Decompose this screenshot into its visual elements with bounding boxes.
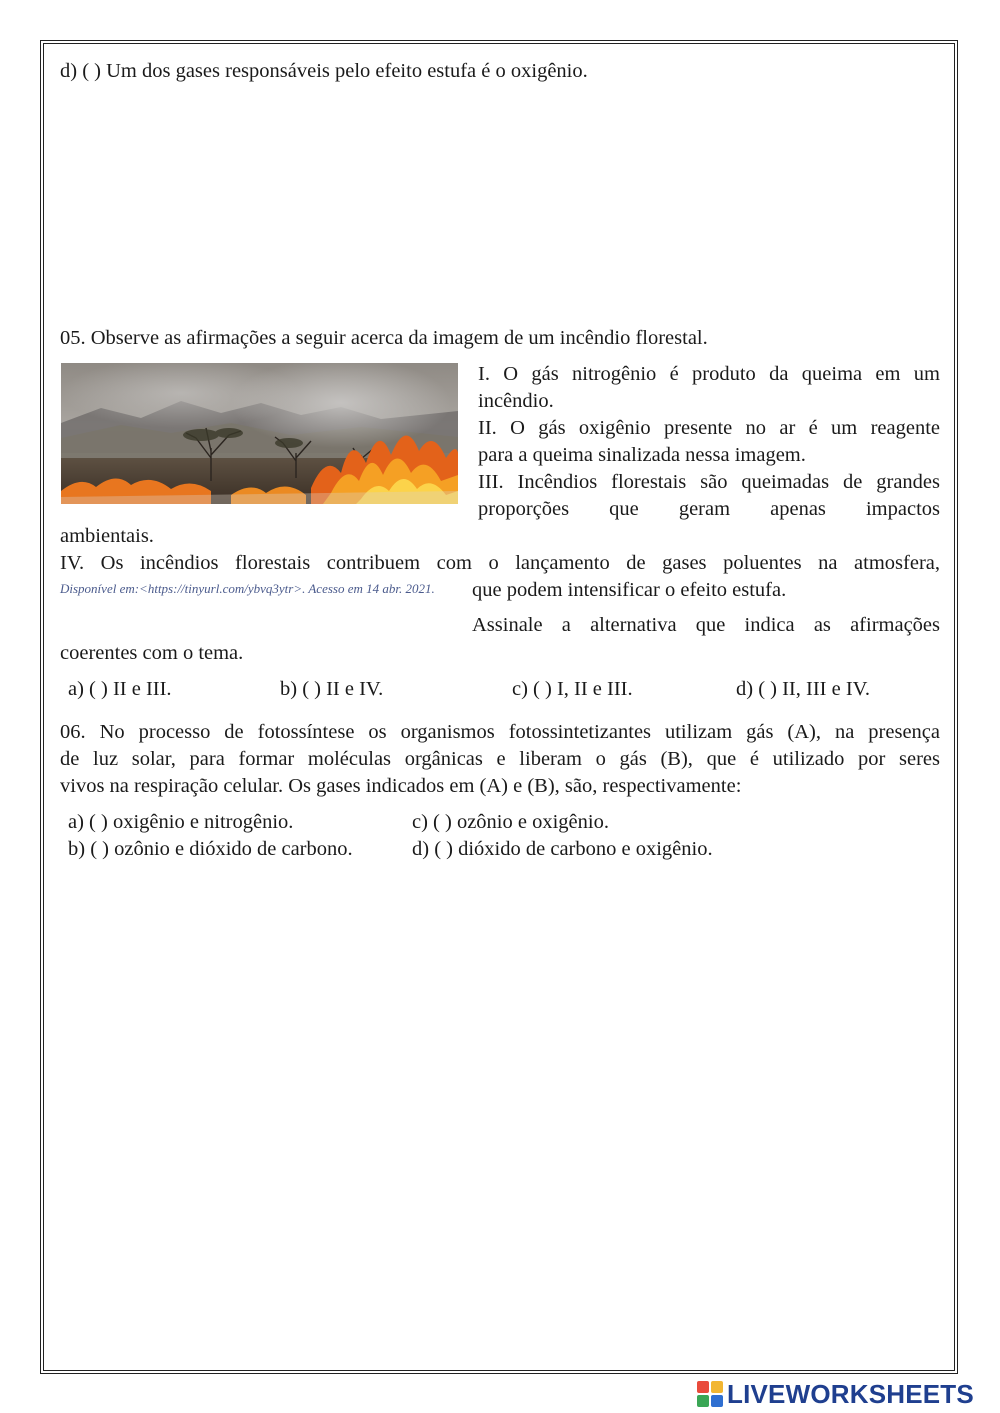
q05-statement-1-line-1: I. O gás nitrogênio é produto da queima em um	[478, 363, 940, 385]
q06-option-a[interactable]: a) ( ) oxigênio e nitrogênio.	[68, 811, 294, 833]
image-source-caption: Disponível em:<https://tinyurl.com/ybvq3ytr>. Acesso em 14 abr. 2021.	[60, 581, 435, 596]
q05-statement-2-line-1: II. O gás oxigênio presente no ar é um reagente	[478, 417, 940, 439]
q06-option-b[interactable]: b) ( ) ozônio e dióxido de carbono.	[68, 838, 353, 860]
liveworksheets-logo	[697, 1378, 974, 1410]
q06-text-line-2: de luz solar, para formar moléculas orgânicas e liberam o gás (B), que é utilizado por seres	[60, 748, 940, 770]
q06-text-line-1: 06. No processo de fotossíntese os organismos fotossintetizantes utilizam gás (A), na presença	[60, 721, 940, 743]
q05-statement-2-line-2: para a queima sinalizada nessa imagem.	[478, 444, 806, 466]
liveworksheets-wordmark: LIVEWORKSHEETS	[727, 1378, 974, 1409]
q05-statement-1-line-2: incêndio.	[478, 390, 554, 412]
q05-statement-4-line-2: que podem intensificar o efeito estufa.	[472, 579, 787, 601]
q05-statement-3-line-1: III. Incêndios florestais são queimadas de grandes	[478, 471, 940, 493]
liveworksheets-grid-icon	[697, 1381, 723, 1407]
forest-fire-photo	[61, 363, 458, 504]
q05-statement-4-line-1: IV. Os incêndios florestais contribuem com o lançamento de gases poluentes na atmosfera,	[60, 552, 940, 574]
q06-option-d[interactable]: d) ( ) dióxido de carbono e oxigênio.	[412, 838, 713, 860]
q04-option-d: d) ( ) Um dos gases responsáveis pelo efeito estufa é o oxigênio.	[60, 60, 588, 82]
q05-prompt-line-2: coerentes com o tema.	[60, 642, 244, 664]
q05-option-d[interactable]: d) ( ) II, III e IV.	[736, 678, 870, 700]
page-border-inner	[43, 43, 955, 1371]
q05-statement-3-line-3: ambientais.	[60, 525, 154, 547]
q06-option-c[interactable]: c) ( ) ozônio e oxigênio.	[412, 811, 609, 833]
q05-statement-3-line-2: proporções que geram apenas impactos	[478, 498, 940, 520]
q05-prompt-line-1: Assinale a alternativa que indica as afirmações	[472, 614, 940, 636]
q06-text-line-3: vivos na respiração celular. Os gases indicados em (A) e (B), são, respectivamente:	[60, 775, 742, 797]
q05-option-b[interactable]: b) ( ) II e IV.	[280, 678, 384, 700]
q05-option-a[interactable]: a) ( ) II e III.	[68, 678, 172, 700]
q05-option-c[interactable]: c) ( ) I, II e III.	[512, 678, 633, 700]
q05-intro: 05. Observe as afirmações a seguir acerca da imagem de um incêndio florestal.	[60, 327, 708, 349]
